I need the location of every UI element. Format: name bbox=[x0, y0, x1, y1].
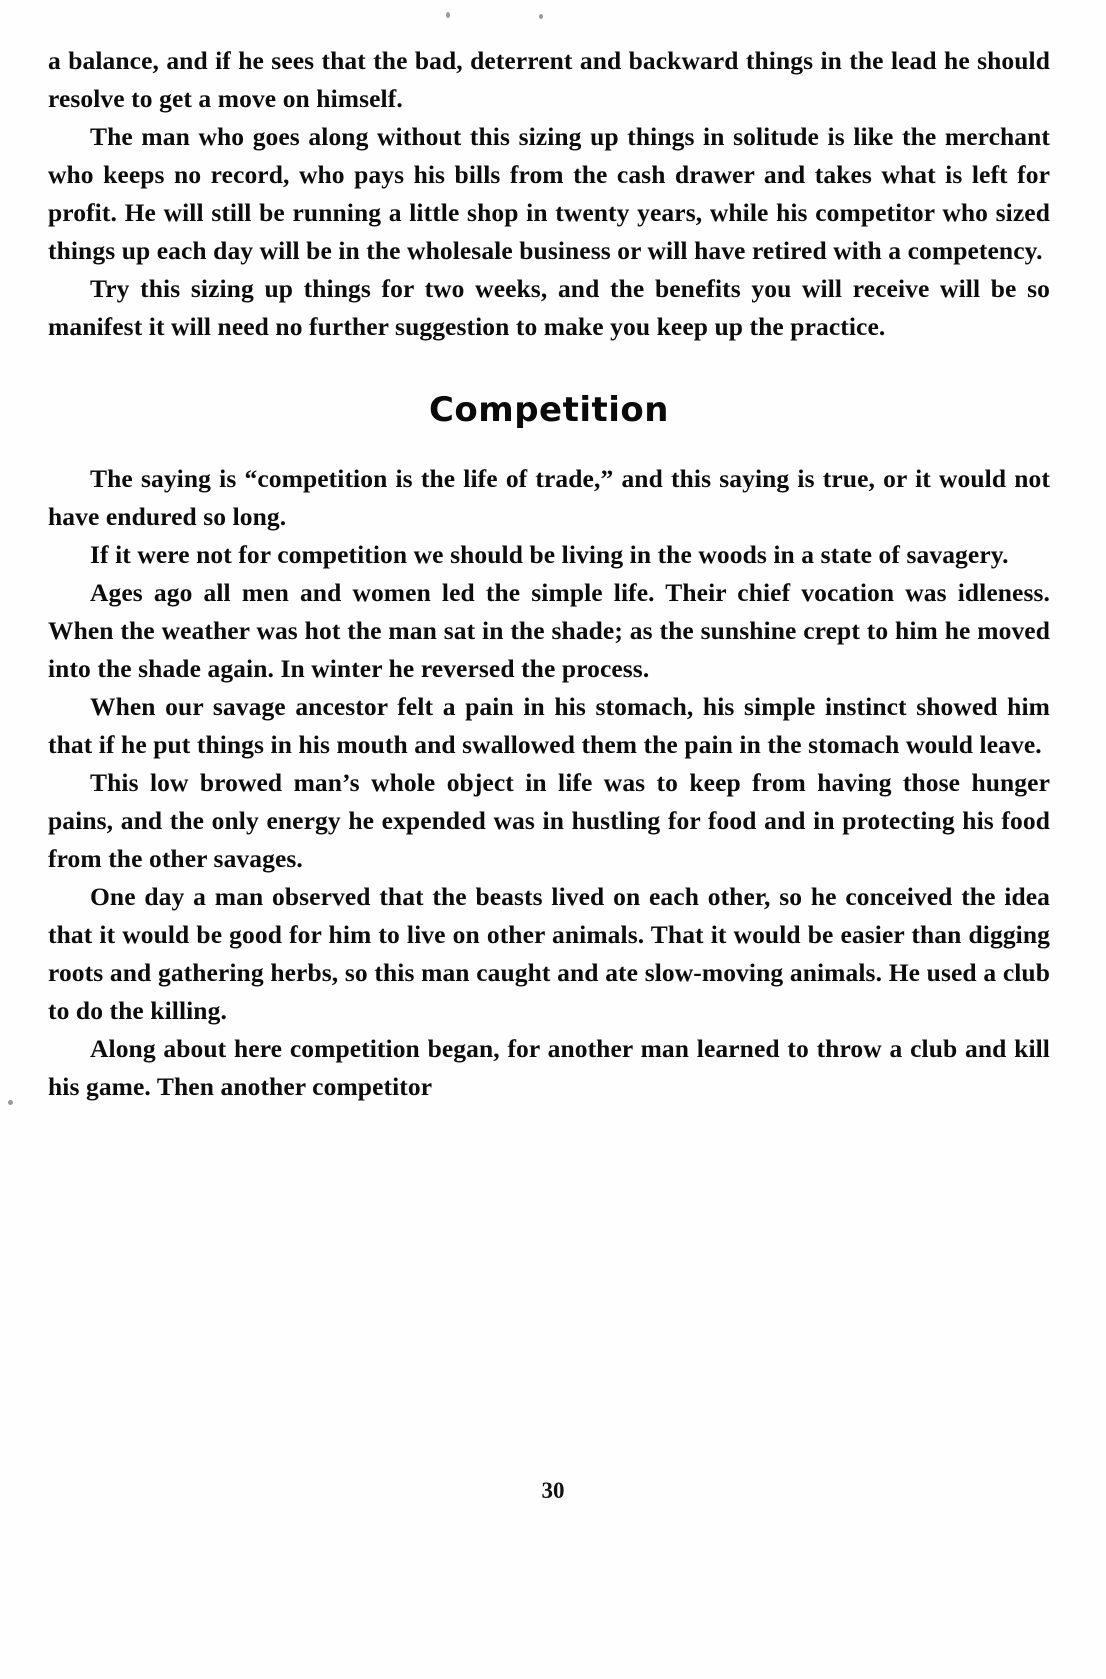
paragraph: Try this sizing up things for two weeks, and the benefits you will receive will be so manifest it will need no further suggestion to make you keep up the practice. bbox=[48, 274, 1050, 341]
paragraph: If it were not for competition we should be living in the woods in a state of savagery. bbox=[90, 540, 1009, 569]
paragraph: The saying is “competition is the life of trade,” and this saying is true, or it would not have endured so long. bbox=[48, 464, 1050, 531]
section-heading: Competition bbox=[428, 390, 669, 430]
paragraph: Along about here competition began, for another man learned to throw a club and kill his game. Then another competitor bbox=[48, 1034, 1050, 1101]
scan-speck bbox=[539, 14, 543, 19]
paragraph: a balance, and if he sees that the bad, deterrent and backward things in the lead he should resolve to get a move on himself. bbox=[48, 46, 1050, 113]
scan-speck bbox=[446, 12, 450, 18]
paragraph: The man who goes along without this sizing up things in solitude is like the merchant who keeps no record, who pays his bills from the cash drawer and takes what is left for profit. He will still be running a little shop in twenty years, while his competitor who sized things up each day will be in the wholesale business or will have retired with a competency. bbox=[48, 122, 1050, 265]
paragraph: One day a man observed that the beasts lived on each other, so he conceived the idea that it would be good for him to live on other animals. That it would be easier than digging roots and gathering herbs, so this man caught and ate slow-moving animals. He used a club to do the killing. bbox=[48, 882, 1050, 1025]
paragraph: This low browed man’s whole object in life was to keep from having those hunger pains, and the only energy he expended was in hustling for food and in protecting his food from the other savages. bbox=[48, 768, 1050, 873]
page-number: 30 bbox=[541, 1478, 565, 1503]
scan-speck bbox=[8, 1100, 13, 1105]
paragraph: Ages ago all men and women led the simple life. Their chief vocation was idleness. When the weather was hot the man sat in the shade; as the sunshine crept to him he moved into the shade again. In winter he reversed the process. bbox=[48, 578, 1050, 683]
paragraph: When our savage ancestor felt a pain in his stomach, his simple instinct showed him that if he put things in his mouth and swallowed them the pain in the stomach would leave. bbox=[48, 692, 1050, 759]
page-body bbox=[48, 42, 1050, 1106]
